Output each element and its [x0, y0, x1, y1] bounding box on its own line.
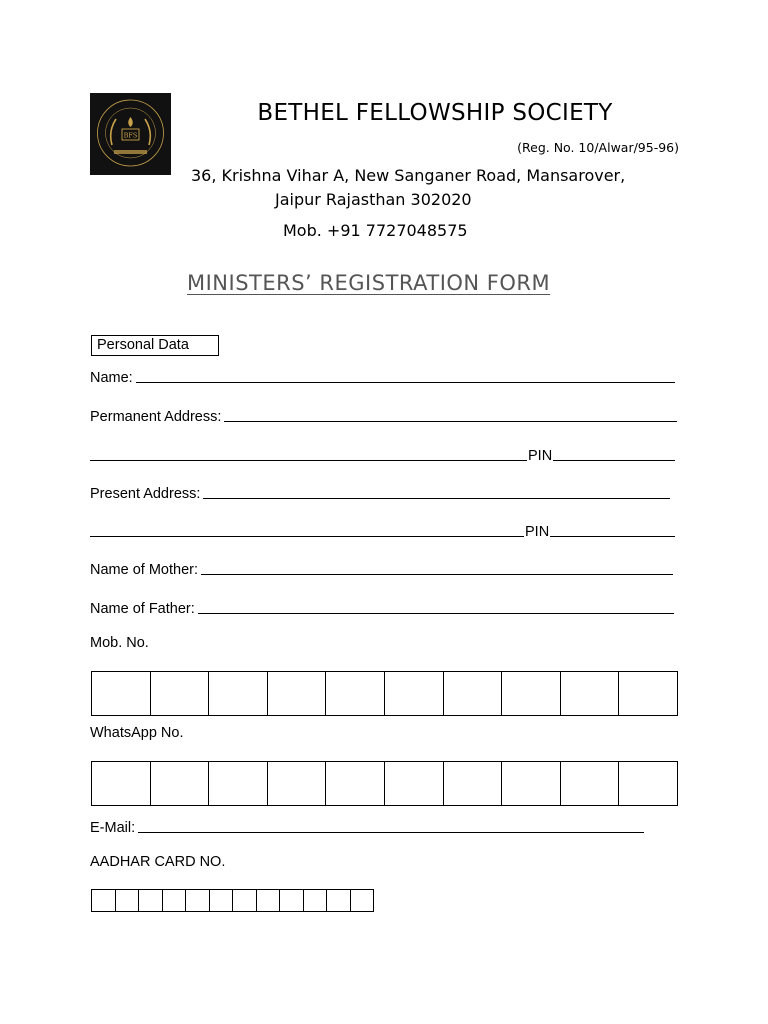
- father-name-input-line[interactable]: [198, 613, 674, 614]
- digit-cell[interactable]: [151, 761, 210, 806]
- digit-cell[interactable]: [257, 889, 281, 912]
- address-line-1: 36, Krishna Vihar A, New Sanganer Road, Mansarover,: [191, 166, 626, 185]
- email-label: E-Mail:: [90, 820, 136, 836]
- organization-name: BETHEL FELLOWSHIP SOCIETY: [257, 100, 613, 126]
- email-row: [90, 816, 644, 836]
- digit-cell[interactable]: [268, 761, 327, 806]
- digit-cell[interactable]: [561, 671, 620, 716]
- digit-cell[interactable]: [209, 761, 268, 806]
- digit-cell[interactable]: [502, 761, 561, 806]
- digit-cell[interactable]: [139, 889, 163, 912]
- mobile-number-grid: [91, 671, 678, 716]
- digit-cell[interactable]: [151, 671, 210, 716]
- digit-cell[interactable]: [304, 889, 328, 912]
- digit-cell[interactable]: [268, 671, 327, 716]
- mobile-number-label: Mob. No.: [90, 635, 149, 651]
- present-address-pin-row: [90, 520, 675, 540]
- digit-cell[interactable]: [92, 671, 151, 716]
- registration-number: (Reg. No. 10/Alwar/95-96): [517, 140, 679, 155]
- digit-cell[interactable]: [619, 761, 678, 806]
- present-address-row: [90, 482, 670, 502]
- digit-cell[interactable]: [326, 671, 385, 716]
- digit-cell[interactable]: [233, 889, 257, 912]
- name-field-row: [90, 366, 675, 386]
- digit-cell[interactable]: [502, 671, 561, 716]
- digit-cell[interactable]: [326, 761, 385, 806]
- permanent-address-pin-row: [90, 444, 675, 464]
- digit-cell[interactable]: [351, 889, 375, 912]
- present-address-line-2[interactable]: [90, 536, 524, 537]
- permanent-address-row: [90, 405, 677, 425]
- permanent-address-input-line[interactable]: [224, 421, 677, 422]
- present-pin-input-line[interactable]: [550, 536, 675, 537]
- present-address-input-line[interactable]: [203, 498, 670, 499]
- form-title: MINISTERS’ REGISTRATION FORM: [187, 271, 551, 295]
- digit-cell[interactable]: [561, 761, 620, 806]
- permanent-address-label: Permanent Address:: [90, 409, 222, 425]
- digit-cell[interactable]: [619, 671, 678, 716]
- name-input-line[interactable]: [136, 382, 675, 383]
- digit-cell[interactable]: [327, 889, 351, 912]
- digit-cell[interactable]: [92, 761, 151, 806]
- digit-cell[interactable]: [163, 889, 187, 912]
- aadhar-number-grid: [91, 889, 374, 912]
- contact-mobile: Mob. +91 7727048575: [283, 221, 468, 240]
- digit-cell[interactable]: [280, 889, 304, 912]
- address-line-2: Jaipur Rajasthan 302020: [275, 190, 472, 209]
- name-label: Name:: [90, 370, 133, 386]
- father-name-label: Name of Father:: [90, 601, 195, 617]
- digit-cell[interactable]: [444, 671, 503, 716]
- digit-cell[interactable]: [92, 889, 116, 912]
- father-name-row: [90, 597, 674, 617]
- digit-cell[interactable]: [116, 889, 140, 912]
- pin-label: PIN: [525, 524, 550, 540]
- mother-name-row: [90, 558, 673, 578]
- mother-name-label: Name of Mother:: [90, 562, 198, 578]
- present-address-label: Present Address:: [90, 486, 201, 502]
- permanent-address-line-2[interactable]: [90, 460, 527, 461]
- digit-cell[interactable]: [385, 671, 444, 716]
- digit-cell[interactable]: [385, 761, 444, 806]
- aadhar-card-label: AADHAR CARD NO.: [90, 854, 226, 870]
- digit-cell[interactable]: [444, 761, 503, 806]
- pin-label: PIN: [528, 448, 553, 464]
- email-input-line[interactable]: [138, 832, 644, 833]
- permanent-pin-input-line[interactable]: [553, 460, 675, 461]
- digit-cell[interactable]: [186, 889, 210, 912]
- digit-cell[interactable]: [210, 889, 234, 912]
- digit-cell[interactable]: [209, 671, 268, 716]
- section-label-personal-data: Personal Data: [91, 335, 219, 356]
- logo-initials: BFS: [123, 131, 138, 140]
- mother-name-input-line[interactable]: [201, 574, 673, 575]
- whatsapp-number-label: WhatsApp No.: [90, 725, 184, 741]
- whatsapp-number-grid: [91, 761, 678, 806]
